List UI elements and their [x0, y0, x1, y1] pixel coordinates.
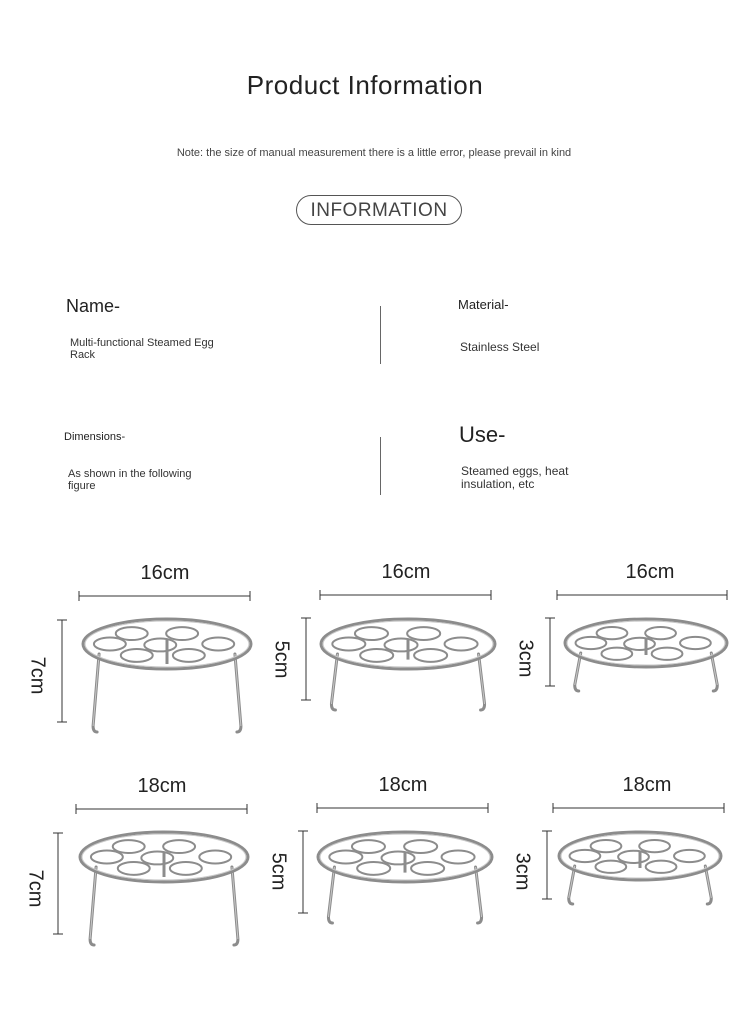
rack-2-egg-holder	[445, 638, 478, 651]
rack-2-height-label: 5cm	[270, 640, 293, 679]
name-label: Name-	[66, 296, 121, 316]
rack-5-egg-holder	[411, 862, 444, 875]
rack-6-egg-holder	[674, 850, 705, 862]
rack-1-height-label: 7cm	[26, 656, 49, 695]
rack-1-leg-highlight	[93, 654, 99, 726]
name-value-line2: Rack	[70, 349, 96, 361]
rack-4-egg-holder	[199, 851, 231, 864]
rack-6-egg-holder	[570, 850, 601, 862]
rack-1-width-label: 16cm	[140, 562, 190, 584]
rack-2-egg-holder	[355, 627, 388, 640]
measurement-note: Note: the size of manual measurement there is a little error, please prevail in kind	[176, 147, 572, 159]
rack-4-egg-holder	[170, 862, 202, 875]
rack-3-egg-holder	[597, 627, 628, 639]
rack-4-egg-holder	[113, 840, 145, 853]
rack-3-height-label: 3cm	[514, 639, 537, 678]
rack-2-leg-highlight	[331, 654, 337, 704]
rack-1-egg-holder	[173, 649, 205, 662]
use-label: Use-	[459, 422, 506, 447]
page-title: Product Information	[246, 70, 484, 100]
rack-5-height-label: 5cm	[267, 852, 290, 891]
dimensions-value-line1: As shown in the following	[68, 468, 192, 480]
rack-6-egg-holder	[646, 861, 677, 873]
material-value: Stainless Steel	[460, 340, 540, 354]
rack-2-egg-holder	[414, 649, 447, 662]
rack-4-height-label: 7cm	[24, 869, 47, 908]
rack-6-height-label: 3cm	[511, 852, 534, 891]
rack-4-width-label: 18cm	[137, 775, 187, 797]
rack-4-leg-highlight	[232, 867, 238, 939]
rack-6-egg-holder	[618, 851, 649, 863]
rack-6-egg-holder	[595, 861, 626, 873]
rack-5-width-label: 18cm	[378, 774, 428, 796]
rack-1-egg-holder	[202, 638, 234, 651]
information-badge: INFORMATION	[296, 195, 462, 225]
rack-5-egg-holder	[404, 840, 437, 853]
rack-4-leg-highlight	[90, 867, 96, 939]
rack-1-leg-highlight	[235, 654, 241, 726]
rack-2-egg-holder	[360, 649, 393, 662]
rack-4-egg-holder	[118, 862, 150, 875]
use-value-line2: insulation, etc	[461, 477, 535, 491]
rack-5-egg-holder	[352, 840, 385, 853]
rack-6-egg-holder	[639, 840, 670, 852]
rack-3-egg-holder	[601, 648, 632, 660]
rack-3-egg-holder	[624, 638, 655, 650]
rack-5-leg-highlight	[476, 867, 482, 917]
rack-1-egg-holder	[116, 627, 148, 640]
rack-1-egg-holder	[121, 649, 153, 662]
rack-2-width-label: 16cm	[381, 561, 431, 583]
rack-5-egg-holder	[329, 851, 362, 864]
rack-2-egg-holder	[332, 638, 365, 651]
rack-3-egg-holder	[680, 637, 711, 649]
rack-6-egg-holder	[591, 840, 622, 852]
rack-2-egg-holder	[407, 627, 440, 640]
material-label: Material-	[458, 297, 509, 312]
rack-5-leg-highlight	[328, 867, 334, 917]
rack-4-egg-holder	[163, 840, 195, 853]
rack-4-egg-holder	[91, 851, 123, 864]
rack-3-width-label: 16cm	[625, 561, 675, 583]
dimensions-value-line2: figure	[68, 480, 96, 492]
rack-2-leg-highlight	[479, 654, 485, 704]
rack-3-egg-holder	[576, 637, 607, 649]
rack-5-egg-holder	[382, 851, 415, 864]
rack-1-egg-holder	[166, 627, 198, 640]
rack-5-egg-holder	[442, 851, 475, 864]
rack-1-egg-holder	[144, 638, 176, 651]
rack-1-egg-holder	[94, 638, 126, 651]
rack-6-width-label: 18cm	[622, 774, 672, 796]
name-value-line1: Multi-functional Steamed Egg	[70, 337, 214, 349]
rack-2-egg-holder	[385, 638, 418, 651]
rack-3-egg-holder	[645, 627, 676, 639]
use-value-line1: Steamed eggs, heat	[461, 464, 569, 478]
rack-4-egg-holder	[141, 851, 173, 864]
dimensions-label: Dimensions-	[64, 431, 126, 443]
rack-5-egg-holder	[357, 862, 390, 875]
rack-3-egg-holder	[652, 648, 683, 660]
